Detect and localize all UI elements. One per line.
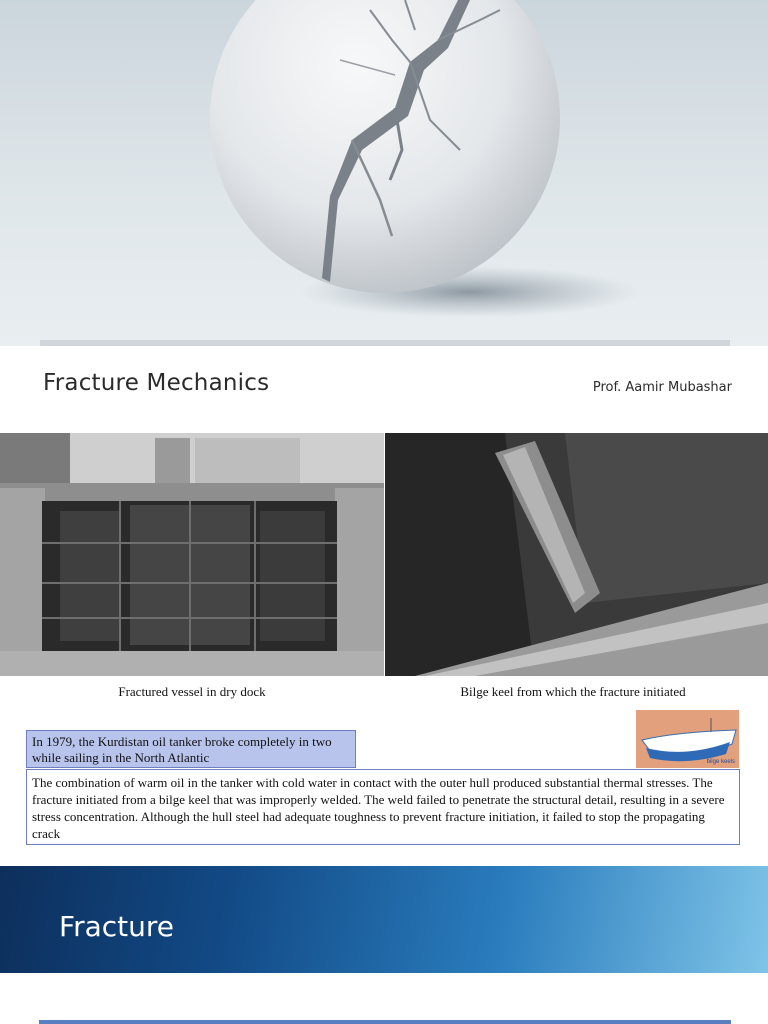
bilge-keel-diagram-thumbnail — [636, 710, 739, 768]
right-photo-caption — [385, 684, 768, 700]
intro-text-box: In 1979, the Kurdistan oil tanker broke completely in two while sailing in the North Atlantic — [26, 730, 356, 768]
fractured-vessel-photo — [0, 433, 384, 676]
bilge-keels-label: bilge keels — [706, 759, 735, 765]
right-photo-caption-text: Bilge keel from which the fracture initiated — [460, 684, 686, 699]
hero-cracked-sphere-image — [0, 0, 768, 346]
detail-text-box: The combination of warm oil in the tanker with cold water in contact with the outer hull produced substantial thermal stresses. The fracture initiated from a bilge keel that was improperly welded. The weld failed to penetrate the structural detail, resulting in a severe stress concentration. Although the hull steel had adequate toughness to prevent fracture initiation, it failed to stop the propagating crack — [26, 769, 740, 845]
bilge-keel-illustration — [385, 433, 768, 676]
next-slide-edge — [39, 1020, 731, 1024]
author-name: Prof. Aamir Mubashar — [592, 380, 732, 395]
section-title: Fracture — [59, 910, 174, 943]
left-photo-caption: Fractured vessel in dry dock — [118, 684, 266, 699]
bilge-keel-photo — [385, 433, 768, 676]
slide-title: Fracture Mechanics — [43, 370, 270, 396]
cracked-sphere-illustration — [0, 0, 768, 346]
section-banner — [0, 866, 768, 973]
dry-dock-illustration — [0, 433, 384, 676]
